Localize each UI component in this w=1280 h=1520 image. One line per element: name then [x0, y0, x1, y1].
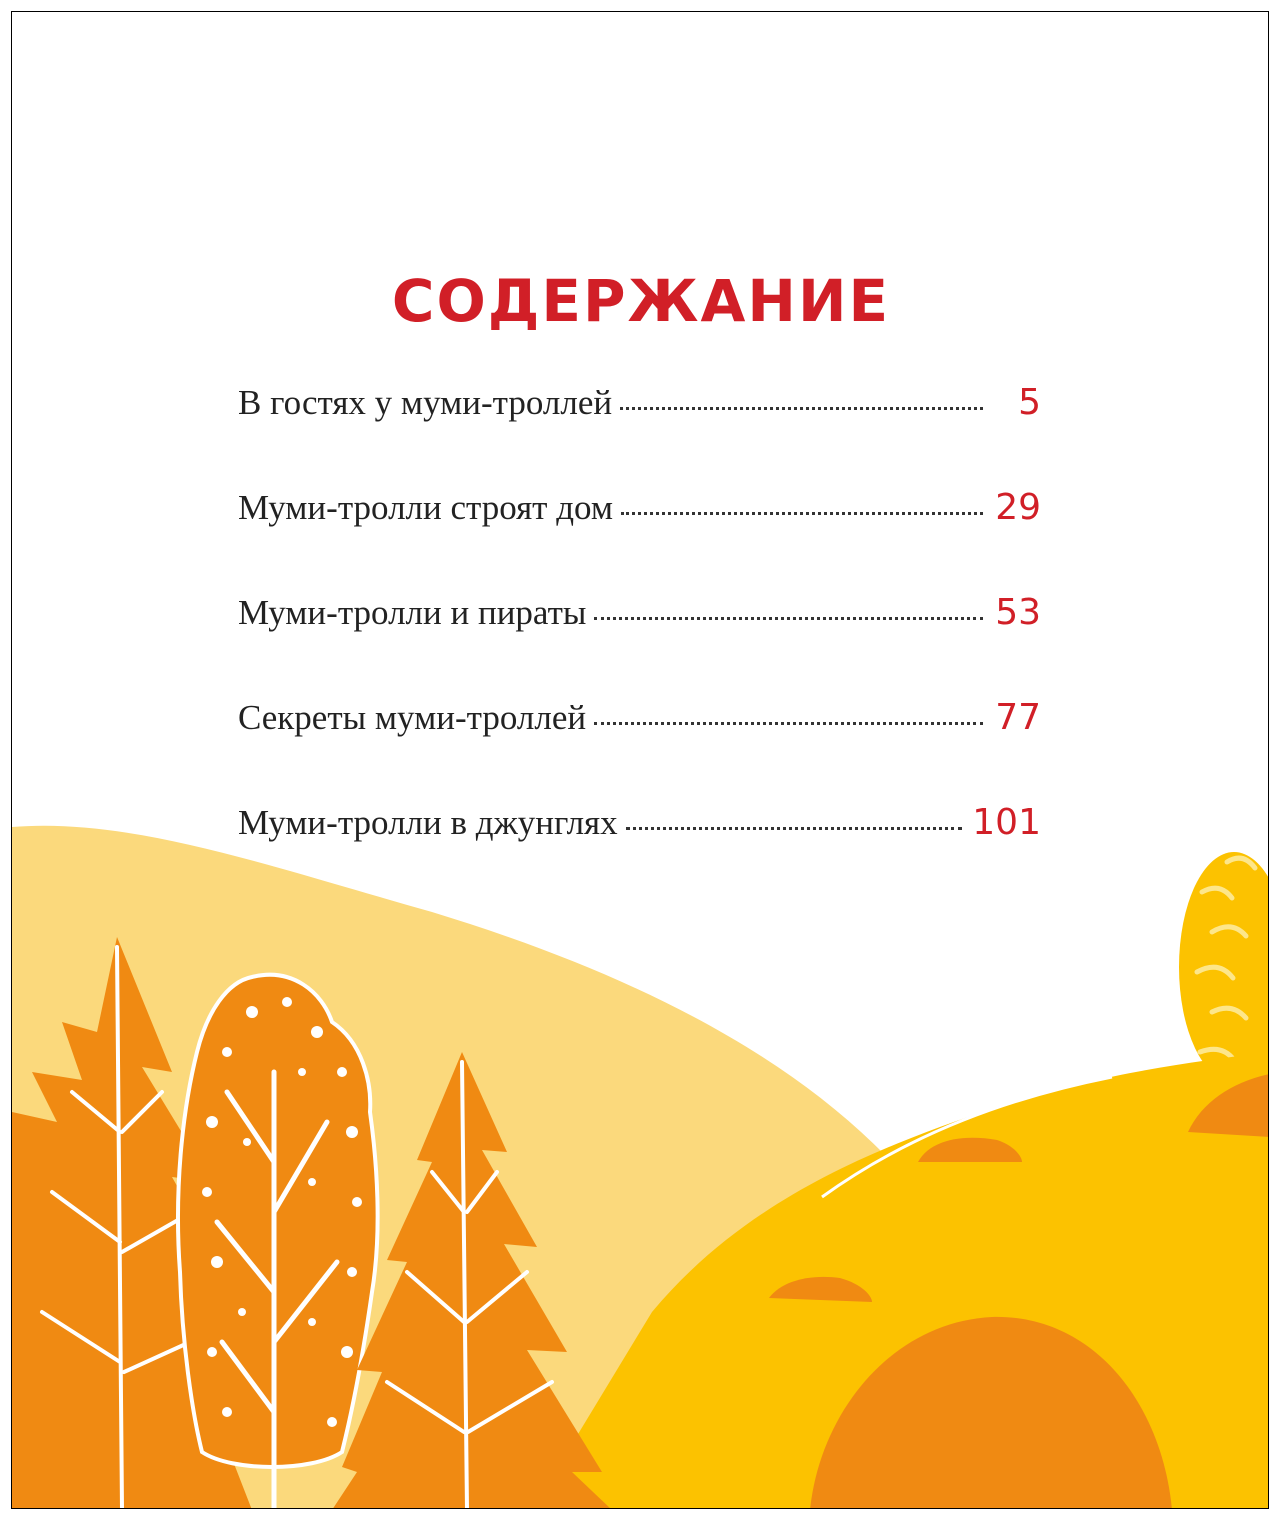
toc-page-number: 77 — [995, 697, 1041, 738]
deciduous-tree-icon — [178, 975, 378, 1509]
dot-leader — [594, 617, 983, 620]
table-of-contents — [238, 382, 1041, 907]
dot-leader — [621, 512, 983, 515]
toc-page-number: 29 — [995, 487, 1041, 528]
toc-entry[interactable] — [238, 697, 1041, 802]
toc-page-number: 5 — [1018, 382, 1041, 423]
dot-leader — [626, 827, 963, 830]
toc-entry-title: Секреты муми-троллей — [238, 698, 587, 737]
toc-entry[interactable] — [238, 382, 1041, 487]
toc-entry[interactable] — [238, 592, 1041, 697]
toc-entry-title: Муми-тролли и пираты — [238, 593, 587, 632]
yellow-bush-icon — [1179, 852, 1269, 1082]
dot-leader — [620, 407, 983, 410]
toc-entry-title: В гостях у муми-троллей — [238, 383, 613, 422]
toc-entry-title: Муми-тролли строят дом — [238, 488, 614, 527]
book-page — [11, 11, 1269, 1509]
toc-entry[interactable] — [238, 802, 1041, 907]
toc-entry-title: Муми-тролли в джунглях — [238, 803, 618, 842]
toc-page-number: 101 — [972, 802, 1041, 843]
page-title: СОДЕРЖАНИЕ — [391, 267, 891, 335]
toc-entry[interactable] — [238, 487, 1041, 592]
toc-page-number: 53 — [995, 592, 1041, 633]
dot-leader — [594, 722, 983, 725]
